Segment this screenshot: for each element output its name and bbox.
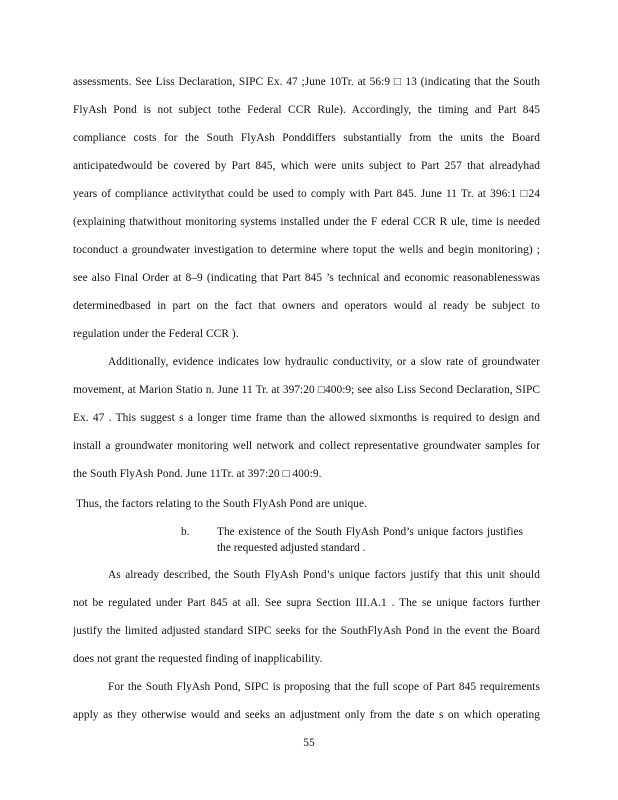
body-line-7: toconduct a groundwater investigation to determine where toput the wells and begin monitoring) ; [73, 244, 540, 256]
body-line-9: determinedbased in part on the fact that owners and operators would al ready be subject to [73, 300, 540, 312]
body-line-17: As already described, the South FlyAsh Pond’s unique factors justify that this unit should [108, 569, 540, 581]
body-line-18: not be regulated under Part 845 at all. See supra Section III.A.1 . The se unique factors further [73, 597, 540, 609]
body-line-14: install a groundwater monitoring well network and collect representative groundwater samples for [73, 440, 540, 452]
body-line-3: compliance costs for the South FlyAsh Ponddiffers substantially from the units the Board [73, 132, 540, 144]
body-line-4: anticipatedwould be covered by Part 845, which were units subject to Part 257 that alreadyhad [73, 160, 540, 172]
body-line-13: Ex. 47 . This suggest s a longer time frame than the allowed sixmonths is required to design and [73, 412, 540, 424]
subsection-heading-line-2: the requested adjusted standard . [217, 542, 366, 554]
body-line-1: assessments. See Liss Declaration, SIPC Ex. 47 ;June 10Tr. at 56:9 □ 13 (indicating that the South [73, 76, 540, 88]
body-line-12: movement, at Marion Statio n. June 11 Tr. at 397:20 □400:9; see also Liss Second Declaration, SIPC [73, 384, 540, 396]
subsection-heading-line-1: The existence of the South FlyAsh Pond’s unique factors justifies [217, 526, 523, 538]
body-line-11: Additionally, evidence indicates low hydraulic conductivity, or a slow rate of groundwater [108, 356, 540, 368]
body-line-2: FlyAsh Pond is not subject tothe Federal CCR Rule). Accordingly, the timing and Part 845 [73, 104, 540, 116]
subsection-heading [217, 525, 523, 555]
body-line-6: (explaining thatwithout monitoring systems installed under the F ederal CCR R ule, time is needed [73, 216, 540, 228]
body-line-16: Thus, the factors relating to the South FlyAsh Pond are unique. [76, 498, 368, 510]
page-number: 55 [303, 737, 315, 749]
body-line-20: does not grant the requested finding of inapplicability. [73, 653, 323, 665]
body-line-22: apply as they otherwise would and seeks an adjustment only from the date s on which operating [73, 709, 540, 721]
body-line-15: the South FlyAsh Pond. June 11Tr. at 397:20 □ 400:9. [73, 468, 322, 480]
body-line-8: see also Final Order at 8–9 (indicating that Part 845 ’s technical and economic reasonablenesswas [73, 272, 540, 284]
body-line-10: regulation under the Federal CCR ). [73, 328, 239, 340]
body-line-5: years of compliance activitythat could be used to comply with Part 845. June 11 Tr. at 396:1 □24 [73, 188, 540, 200]
subsection-marker: b. [181, 526, 190, 538]
body-line-21: For the South FlyAsh Pond, SIPC is proposing that the full scope of Part 845 requirements [108, 681, 540, 693]
body-line-19: justify the limited adjusted standard SIPC seeks for the SouthFlyAsh Pond in the event the Board [73, 625, 540, 637]
